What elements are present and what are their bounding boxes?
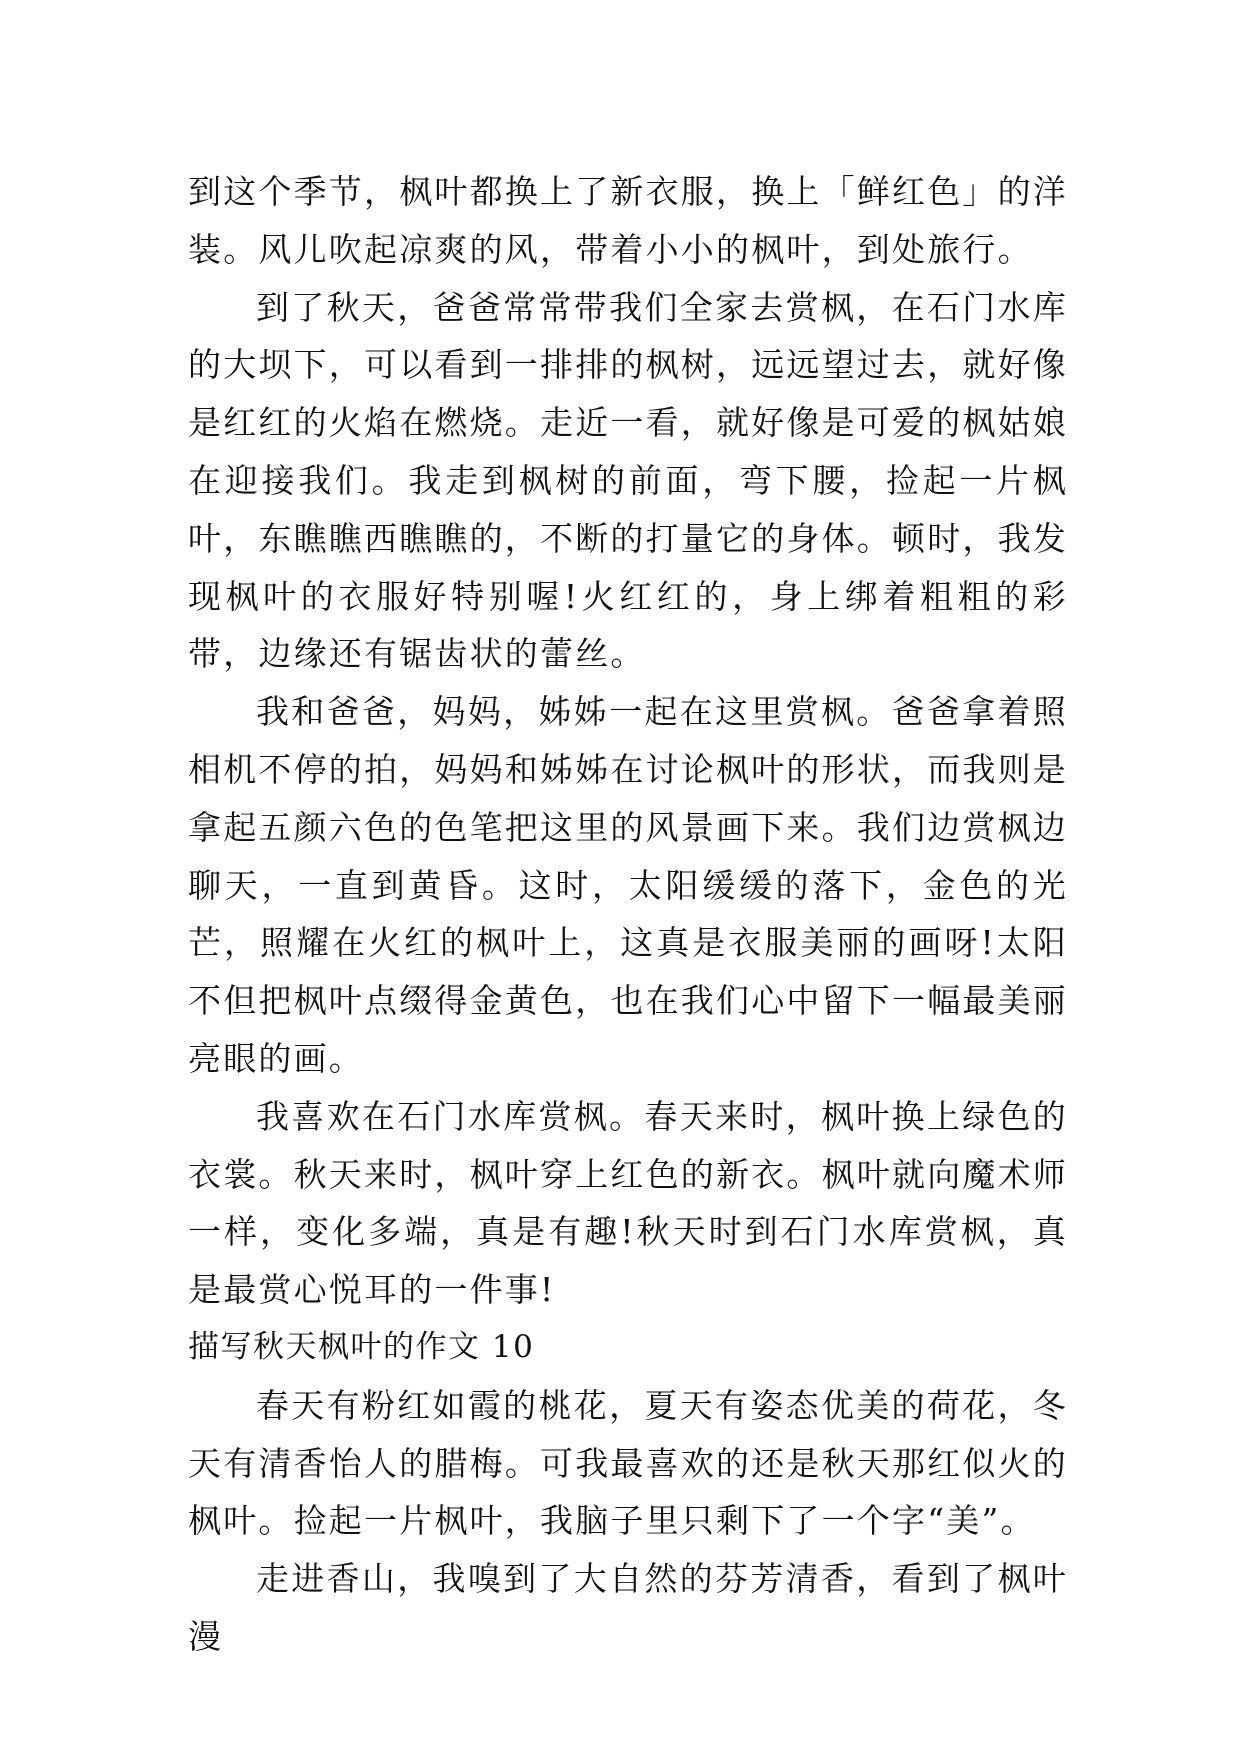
paragraph-5: 春天有粉红如霞的桃花，夏天有姿态优美的荷花，冬天有清香怡人的腊梅。可我最喜欢的还是秋天那红似火的枫叶。捡起一片枫叶，我脑子里只剩下了一个字“美”。 [188,1385,1068,1541]
document-body [188,163,1068,1666]
paragraph-3: 我和爸爸，妈妈，姊姊一起在这里赏枫。爸爸拿着照相机不停的拍，妈妈和姊姊在讨论枫叶的形状，而我则是拿起五颜六色的色笔把这里的风景画下来。我们边赏枫边聊天，一直到黄昏。这时，太阳缓缓的落下，金色的光芒，照耀在火红的枫叶上，这真是衣服美丽的画呀!太阳不但把枫叶点缀得金黄色，也在我们心中留下一幅最美丽亮眼的画。 [188,692,1068,1078]
paragraph-2: 到了秋天，爸爸常常带我们全家去赏枫，在石门水库的大坝下，可以看到一排排的枫树，远远望过去，就好像是红红的火焰在燃烧。走近一看，就好像是可爱的枫姑娘在迎接我们。我走到枫树的前面，弯下腰，捡起一片枫叶，东瞧瞧西瞧瞧的，不断的打量它的身体。顿时，我发现枫叶的衣服好特别喔!火红红的，身上绑着粗粗的彩带，边缘还有锯齿状的蕾丝。 [188,287,1068,674]
paragraph-1: 到这个季节，枫叶都换上了新衣服，换上「鲜红色」的洋装。风儿吹起凉爽的风，带着小小的枫叶，到处旅行。 [188,172,1068,269]
paragraph-6: 走进香山，我嗅到了大自然的芬芳清香，看到了枫叶漫 [188,1559,1068,1656]
section-heading: 描写秋天枫叶的作文 10 [188,1328,535,1365]
paragraph-4: 我喜欢在石门水库赏枫。春天来时，枫叶换上绿色的衣裳。秋天来时，枫叶穿上红色的新衣。枫叶就向魔术师一样，变化多端，真是有趣!秋天时到石门水库赏枫，真是最赏心悦耳的一件事! [188,1096,1068,1310]
